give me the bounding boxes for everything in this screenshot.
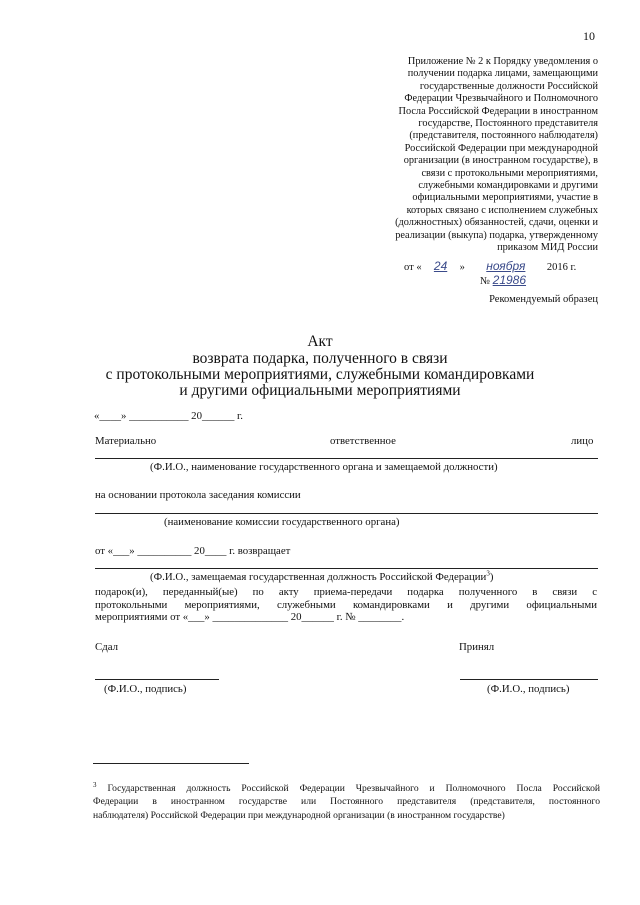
act-date-line: «____» ___________ 20______ г. <box>94 410 243 422</box>
recipient-field-line[interactable] <box>95 568 598 569</box>
returns-line: от «___» __________ 20____ г. возвращает <box>95 545 291 557</box>
accepted-signature-line[interactable] <box>460 679 598 680</box>
person-field-line[interactable] <box>95 458 598 459</box>
paragraph-line: протокольными мероприятиями, служебными командировками и другими официальными <box>95 598 597 611</box>
document-title: Акт <box>307 333 333 350</box>
appendix-line: Федерации Чрезвычайного и Полномочного <box>404 93 598 105</box>
order-date-day: 24 <box>433 259 448 273</box>
appendix-line: приказом МИД России <box>497 242 598 254</box>
appendix-line: служебными командировками и другими <box>418 180 598 192</box>
footnote-line: $^3$ Государственная должность Российской Федерации Чрезвычайного и Полномочного Посла Российской <box>93 780 601 794</box>
order-number <box>480 273 577 287</box>
order-date <box>404 259 576 273</box>
handed-signature-caption: (Ф.И.О., подпись) <box>104 683 187 695</box>
footnote-ref: 3 <box>486 569 490 578</box>
sample-label: Рекомендуемый образец <box>489 294 598 305</box>
basis-text: на основании протокола заседания комиссии <box>95 489 301 501</box>
responsible-word-1: Материально <box>95 435 157 447</box>
handed-label: Сдал <box>95 641 118 653</box>
order-date-prefix: от « <box>404 262 422 273</box>
footnote-line: наблюдателя) Российской Федерации при международной организации (в иностранном государстве) <box>93 809 505 821</box>
transfer-paragraph <box>95 586 597 624</box>
appendix-line: реализации (выкупа) подарка, утвержденному <box>395 229 598 241</box>
paragraph-line: мероприятиями от «___» ______________ 20______ г. № ________. <box>95 611 405 624</box>
recipient-caption-end: ) <box>489 571 494 583</box>
footnote-marker: 3 <box>93 780 97 789</box>
page-number: 10 <box>583 29 595 43</box>
accepted-signature-caption: (Ф.И.О., подпись) <box>487 683 570 695</box>
order-number-value: 21986 <box>492 273 527 287</box>
appendix-line: получении подарка лицами, замещающими <box>407 68 598 80</box>
commission-field-caption: (наименование комиссии государственного органа) <box>164 516 400 528</box>
appendix-line: (должностных) обязанностей, сдачи, оценки и <box>395 217 598 229</box>
appendix-line: Приложение № 2 к Порядку уведомления о <box>407 56 598 67</box>
order-number-prefix: № <box>480 276 491 287</box>
order-date-month: ноября <box>486 259 526 273</box>
appendix-line: государстве, Постоянного представителя <box>418 118 598 130</box>
responsible-word-2: ответственное <box>330 435 396 447</box>
handed-signature-line[interactable] <box>95 679 219 680</box>
order-date-mid: » <box>459 262 465 273</box>
appendix-line: организации (в иностранном государстве), в <box>403 155 598 167</box>
appendix-line: связи с протокольными мероприятиями, <box>421 167 598 179</box>
recipient-caption-text: (Ф.И.О., замещаемая государственная должность Российской Федерации <box>150 571 487 583</box>
appendix-line: Посла Российской Федерации в иностранном <box>398 105 598 117</box>
appendix-line: Российской Федерации при международной <box>404 142 598 154</box>
appendix-header <box>372 56 598 255</box>
document-subtitle-line: возврата подарка, полученного в связи <box>192 350 448 367</box>
appendix-line: государственные должности Российской <box>419 80 598 92</box>
recipient-field-caption <box>150 571 493 583</box>
appendix-line: официальными мероприятиями, участие в <box>412 192 598 204</box>
accepted-label: Принял <box>459 641 495 653</box>
footnote-separator <box>93 763 249 764</box>
appendix-line: которых связано с исполнением служебных <box>406 204 598 216</box>
document-subtitle-line: с протокольными мероприятиями, служебными командировками <box>105 366 535 383</box>
responsible-word-3: лицо <box>571 435 594 447</box>
document-subtitle-line: и другими официальными мероприятиями <box>179 382 461 399</box>
order-date-year: 2016 г. <box>546 262 577 273</box>
footnote <box>93 782 600 822</box>
footnote-line: Федерации в иностранном государстве или Постоянного представителя (представителя, постоянного <box>93 796 600 808</box>
person-field-caption: (Ф.И.О., наименование государственного органа и замещаемой должности) <box>150 461 498 473</box>
appendix-line: (представителя, постоянного наблюдателя) <box>409 130 598 142</box>
paragraph-line: подарок(и), переданный(ые) по акту приема-передачи подарка полученного в связи с <box>95 586 597 598</box>
commission-field-line[interactable] <box>95 513 598 514</box>
